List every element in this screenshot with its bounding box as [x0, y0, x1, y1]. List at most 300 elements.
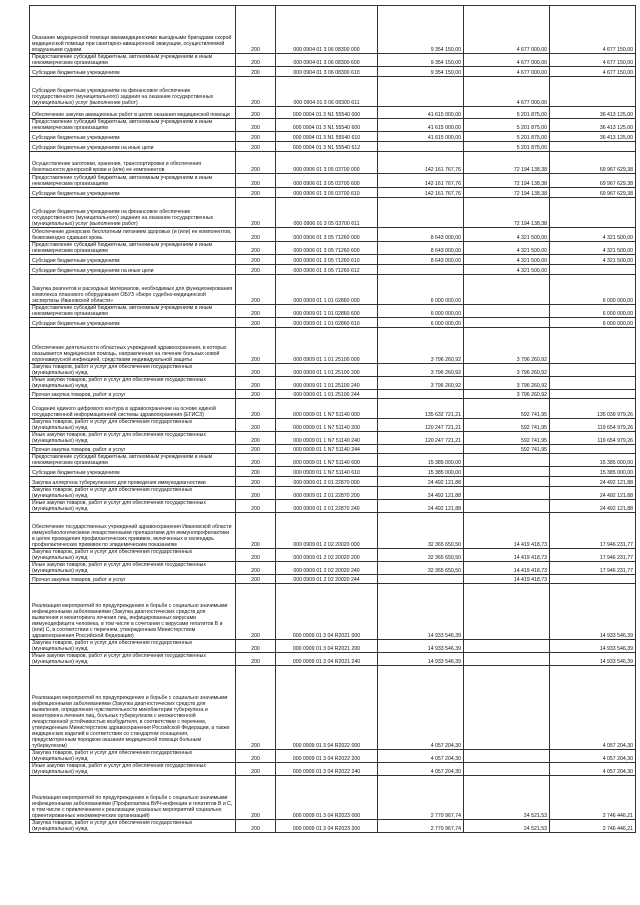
row-name-cell: Предоставление субсидий бюджетным, автономным учреждениям и иным некоммерческим организациям — [30, 454, 236, 467]
row-name-cell: Предоставление субсидий бюджетным, автономным учреждениям и иным некоммерческим организациям — [30, 242, 236, 255]
row-classification-code-cell: 000 0909 01 3 04 R2021 200 — [276, 640, 378, 653]
row-executed-amount-cell: 72 194 138,38 — [464, 174, 550, 188]
row-name-cell: Предоставление субсидий бюджетным, автономным учреждениям и иным некоммерческим организациям — [30, 119, 236, 132]
row-approved-amount-cell: 9 354 150,00 — [378, 67, 464, 77]
row-admin-code-cell: 200 — [236, 487, 276, 500]
row-approved-amount-cell: 41 615 000,00 — [378, 132, 464, 142]
row-admin-code-cell: 200 — [236, 77, 276, 107]
table-row — [30, 377, 636, 390]
row-classification-code-cell: 000 0909 01 1 N7 51140 600 — [276, 454, 378, 467]
row-classification-code-cell: 000 0909 01 2 02 20020 000 — [276, 513, 378, 549]
row-unexecuted-amount-cell — [550, 575, 636, 584]
row-executed-amount-cell — [464, 487, 550, 500]
table-body — [30, 6, 636, 833]
row-admin-code-cell: 200 — [236, 54, 276, 67]
row-classification-code-cell: 000 0906 01 3 05 71260 612 — [276, 265, 378, 275]
row-name-cell: Прочая закупка товаров, работ и услуг — [30, 390, 236, 399]
row-classification-code-cell: 000 0906 01 3 05 03700 610 — [276, 188, 378, 198]
row-approved-amount-cell: 6 000 000,00 — [378, 305, 464, 318]
row-admin-code-cell: 200 — [236, 445, 276, 454]
table-row — [30, 142, 636, 152]
row-unexecuted-amount-cell — [550, 265, 636, 275]
row-name-cell: Прочая закупка товаров, работ и услуг — [30, 575, 236, 584]
row-unexecuted-amount-cell: 14 933 546,39 — [550, 640, 636, 653]
row-admin-code-cell: 200 — [236, 119, 276, 132]
row-approved-amount-cell: 8 643 000,00 — [378, 255, 464, 265]
row-admin-code-cell: 200 — [236, 666, 276, 750]
row-approved-amount-cell: 41 615 000,00 — [378, 107, 464, 119]
row-unexecuted-amount-cell: 15 385 000,00 — [550, 454, 636, 467]
row-classification-code-cell: 000 0909 01 1 01 25100 000 — [276, 328, 378, 364]
row-unexecuted-amount-cell: 4 321 500,00 — [550, 228, 636, 242]
table-row — [30, 575, 636, 584]
row-name-cell: Иные закупки товаров, работ и услуг для обеспечения государственных (муниципальных) нужд — [30, 377, 236, 390]
row-classification-code-cell: 000 0906 01 3 05 03700 611 — [276, 198, 378, 228]
row-executed-amount-cell: 3 796 260,92 — [464, 328, 550, 364]
row-admin-code-cell: 200 — [236, 820, 276, 833]
row-classification-code-cell: 000 0909 01 1 01 02860 000 — [276, 275, 378, 305]
row-unexecuted-amount-cell: 4 057 204,30 — [550, 763, 636, 776]
row-executed-amount-cell: 4 321 500,00 — [464, 255, 550, 265]
row-executed-amount-cell — [464, 275, 550, 305]
row-name-cell: Закупка товаров, работ и услуг для обеспечения государственных (муниципальных) нужд — [30, 364, 236, 377]
row-approved-amount-cell: 142 161 767,76 — [378, 152, 464, 174]
row-executed-amount-cell: 4 321 500,00 — [464, 242, 550, 255]
row-executed-amount-cell: 72 194 138,38 — [464, 188, 550, 198]
row-classification-code-cell: 000 0909 01 1 01 02860 600 — [276, 305, 378, 318]
table-row — [30, 467, 636, 477]
row-classification-code-cell: 000 0909 01 2 01 22870 240 — [276, 500, 378, 513]
row-name-cell: Обеспечение деятельности областных учреждений здравоохранения, в которых оказывается медицинская помощь, направленная на лечение больных новой коронавирусной инфекцией, средствами индивидуальной защиты — [30, 328, 236, 364]
row-classification-code-cell: 000 0904 01 3 06 08300 000 — [276, 6, 378, 54]
row-unexecuted-amount-cell: 135 039 979,26 — [550, 399, 636, 419]
row-approved-amount-cell — [378, 445, 464, 454]
row-name-cell: Субсидии бюджетным учреждениям на иные цели — [30, 265, 236, 275]
row-approved-amount-cell: 3 796 260,92 — [378, 377, 464, 390]
row-executed-amount-cell: 3 796 260,92 — [464, 390, 550, 399]
row-approved-amount-cell: 6 000 000,00 — [378, 275, 464, 305]
row-approved-amount-cell — [378, 142, 464, 152]
row-approved-amount-cell: 120 247 721,21 — [378, 432, 464, 445]
row-admin-code-cell: 200 — [236, 198, 276, 228]
row-unexecuted-amount-cell: 4 677 150,00 — [550, 54, 636, 67]
row-executed-amount-cell — [464, 640, 550, 653]
row-admin-code-cell: 200 — [236, 562, 276, 575]
row-executed-amount-cell: 3 796 260,92 — [464, 364, 550, 377]
row-admin-code-cell: 200 — [236, 419, 276, 432]
table-row — [30, 174, 636, 188]
row-name-cell: Субсидии бюджетным учреждениям на финансовое обеспечение государственного (муниципального) задания на оказание государственных (муниципальных) услуг (выполнение работ) — [30, 198, 236, 228]
row-unexecuted-amount-cell: 24 492 121,88 — [550, 500, 636, 513]
row-approved-amount-cell: 6 000 000,00 — [378, 318, 464, 328]
row-approved-amount-cell: 4 057 204,30 — [378, 763, 464, 776]
row-classification-code-cell: 000 0909 01 1 N7 51140 200 — [276, 419, 378, 432]
table-row — [30, 399, 636, 419]
row-name-cell: Реализация мероприятий по предупреждению и борьбе с социально значимыми инфекционными заболеваниями (Профилактика ВИЧ-инфекции и гепатитов В и С, в том числе с привлечением к реализации указанных мероприятий социально ориентированных некоммерческих организаций) — [30, 776, 236, 820]
row-name-cell: Реализация мероприятий по предупреждению и борьбе с социально значимыми инфекционными заболеваниями (Закупка диагностических средств для выявления, определения чувствительности микобактерии туберкулеза и мониторинга лечения лиц, больных туберкулезом с множественной лекарственной устойчивостью возбудителя, в соответствии с перечнем, утвержденным Министерством здравоохранения Российской Федерации, а также медицинских изделий в соответствии со стандартом оснащения, предусмотренным порядком оказания медицинской помощи больным туберкулезом) — [30, 666, 236, 750]
row-executed-amount-cell: 14 419 418,73 — [464, 513, 550, 549]
row-executed-amount-cell — [464, 467, 550, 477]
row-unexecuted-amount-cell: 14 933 546,39 — [550, 584, 636, 640]
row-admin-code-cell: 200 — [236, 467, 276, 477]
row-admin-code-cell: 200 — [236, 188, 276, 198]
row-executed-amount-cell — [464, 454, 550, 467]
row-name-cell: Предоставление субсидий бюджетным, автономным учреждениям и иным некоммерческим организациям — [30, 174, 236, 188]
table-row — [30, 318, 636, 328]
row-executed-amount-cell — [464, 584, 550, 640]
row-name-cell: Закупка товаров, работ и услуг для обеспечения государственных (муниципальных) нужд — [30, 820, 236, 833]
row-admin-code-cell: 200 — [236, 454, 276, 467]
row-executed-amount-cell: 24 521,53 — [464, 820, 550, 833]
row-admin-code-cell: 200 — [236, 255, 276, 265]
row-executed-amount-cell: 592 741,95 — [464, 432, 550, 445]
table-row — [30, 119, 636, 132]
row-name-cell: Оказание медицинской помощи авиамедицинскими выездными бригадами скорой медицинской помощи при санитарно-авиационной эвакуации, осуществляемой воздушными судами — [30, 6, 236, 54]
row-admin-code-cell: 200 — [236, 377, 276, 390]
row-classification-code-cell: 000 0909 01 2 02 20020 240 — [276, 562, 378, 575]
budget-execution-table — [29, 5, 636, 833]
row-executed-amount-cell: 24 521,53 — [464, 776, 550, 820]
row-classification-code-cell: 000 0909 01 1 01 25100 244 — [276, 390, 378, 399]
row-approved-amount-cell: 24 492 121,88 — [378, 500, 464, 513]
row-approved-amount-cell: 24 492 121,88 — [378, 487, 464, 500]
row-executed-amount-cell — [464, 750, 550, 763]
row-admin-code-cell: 200 — [236, 318, 276, 328]
row-executed-amount-cell — [464, 318, 550, 328]
table-row — [30, 390, 636, 399]
row-approved-amount-cell: 32 365 650,50 — [378, 513, 464, 549]
row-executed-amount-cell — [464, 763, 550, 776]
row-approved-amount-cell: 14 933 546,39 — [378, 584, 464, 640]
table-row — [30, 666, 636, 750]
table-row — [30, 275, 636, 305]
row-admin-code-cell: 200 — [236, 328, 276, 364]
row-admin-code-cell: 200 — [236, 640, 276, 653]
row-approved-amount-cell: 2 770 967,74 — [378, 820, 464, 833]
row-approved-amount-cell: 24 492 121,88 — [378, 477, 464, 487]
table-row — [30, 107, 636, 119]
row-approved-amount-cell: 142 161 767,76 — [378, 174, 464, 188]
row-classification-code-cell: 000 0904 01 3 06 08300 610 — [276, 67, 378, 77]
row-name-cell: Субсидии бюджетным учреждениям на иные цели — [30, 142, 236, 152]
row-name-cell: Иные закупки товаров, работ и услуг для обеспечения государственных (муниципальных) нужд — [30, 562, 236, 575]
row-admin-code-cell: 200 — [236, 242, 276, 255]
row-executed-amount-cell: 5 201 875,00 — [464, 132, 550, 142]
row-admin-code-cell: 200 — [236, 477, 276, 487]
row-approved-amount-cell — [378, 265, 464, 275]
row-executed-amount-cell: 4 677 000,00 — [464, 77, 550, 107]
table-row — [30, 445, 636, 454]
row-classification-code-cell: 000 0909 01 3 04 R2022 000 — [276, 666, 378, 750]
table-row — [30, 132, 636, 142]
row-unexecuted-amount-cell: 119 654 979,26 — [550, 419, 636, 432]
row-classification-code-cell: 000 0906 01 3 05 03700 000 — [276, 152, 378, 174]
row-admin-code-cell: 200 — [236, 776, 276, 820]
row-classification-code-cell: 000 0909 01 3 04 R2022 200 — [276, 750, 378, 763]
row-admin-code-cell: 200 — [236, 750, 276, 763]
row-classification-code-cell: 000 0909 01 1 01 25100 200 — [276, 364, 378, 377]
row-name-cell: Субсидии бюджетным учреждениям — [30, 132, 236, 142]
row-executed-amount-cell — [464, 477, 550, 487]
row-approved-amount-cell: 32 365 650,50 — [378, 562, 464, 575]
table-row — [30, 265, 636, 275]
row-classification-code-cell: 000 0909 01 1 01 02860 610 — [276, 318, 378, 328]
row-name-cell: Субсидии бюджетным учреждениям на финансовое обеспечение государственного (муниципального) задания на оказание государственных (муниципальных) услуг (выполнение работ) — [30, 77, 236, 107]
row-unexecuted-amount-cell — [550, 390, 636, 399]
row-name-cell: Субсидии бюджетным учреждениям — [30, 188, 236, 198]
row-admin-code-cell: 200 — [236, 142, 276, 152]
row-approved-amount-cell — [378, 198, 464, 228]
row-name-cell: Закупка товаров, работ и услуг для обеспечения государственных (муниципальных) нужд — [30, 419, 236, 432]
row-name-cell: Прочая закупка товаров, работ и услуг — [30, 445, 236, 454]
row-approved-amount-cell — [378, 77, 464, 107]
row-name-cell: Иные закупки товаров, работ и услуг для обеспечения государственных (муниципальных) нужд — [30, 763, 236, 776]
table-row — [30, 500, 636, 513]
row-approved-amount-cell: 41 615 000,00 — [378, 119, 464, 132]
row-name-cell: Закупка аллергена туберкулезного для проведения иммунодиагностики — [30, 477, 236, 487]
row-admin-code-cell: 200 — [236, 174, 276, 188]
row-unexecuted-amount-cell: 36 413 125,00 — [550, 119, 636, 132]
row-executed-amount-cell: 592 741,95 — [464, 399, 550, 419]
row-name-cell: Закупка товаров, работ и услуг для обеспечения государственных (муниципальных) нужд — [30, 640, 236, 653]
table-row — [30, 228, 636, 242]
row-unexecuted-amount-cell: 2 746 446,21 — [550, 820, 636, 833]
table-row — [30, 188, 636, 198]
row-admin-code-cell: 200 — [236, 107, 276, 119]
table-row — [30, 67, 636, 77]
row-classification-code-cell: 000 0909 01 3 04 R2021 000 — [276, 584, 378, 640]
row-admin-code-cell: 200 — [236, 228, 276, 242]
row-executed-amount-cell: 72 194 138,38 — [464, 152, 550, 174]
row-name-cell: Субсидии бюджетным учреждениям — [30, 67, 236, 77]
table-row — [30, 305, 636, 318]
row-name-cell: Закупка товаров, работ и услуг для обеспечения государственных (муниципальных) нужд — [30, 549, 236, 562]
row-classification-code-cell: 000 0906 01 3 05 71260 600 — [276, 242, 378, 255]
row-executed-amount-cell — [464, 500, 550, 513]
row-unexecuted-amount-cell: 17 946 231,77 — [550, 549, 636, 562]
row-admin-code-cell: 200 — [236, 500, 276, 513]
table-row — [30, 562, 636, 575]
row-executed-amount-cell — [464, 653, 550, 666]
row-executed-amount-cell: 592 741,95 — [464, 445, 550, 454]
row-approved-amount-cell — [378, 390, 464, 399]
row-classification-code-cell: 000 0904 01 3 N1 55540 612 — [276, 142, 378, 152]
row-executed-amount-cell: 14 419 418,73 — [464, 575, 550, 584]
row-admin-code-cell: 200 — [236, 513, 276, 549]
row-executed-amount-cell: 4 677 000,00 — [464, 54, 550, 67]
row-approved-amount-cell — [378, 575, 464, 584]
row-unexecuted-amount-cell: 17 946 231,77 — [550, 513, 636, 549]
table-row — [30, 255, 636, 265]
row-classification-code-cell: 000 0904 01 3 06 08300 611 — [276, 77, 378, 107]
row-admin-code-cell: 200 — [236, 265, 276, 275]
table-row — [30, 198, 636, 228]
row-name-cell: Реализация мероприятий по предупреждению и борьбе с социально значимыми инфекционными заболеваниями (Закупка диагностических средств для выявления и мониторинга лечения лиц, инфицированных вирусами иммунодефицита человека, в том числе в сочетании с вирусами гепатитов В и (или) С, в соответствии с перечнем, утвержденным Министерством здравоохранения Российской Федерации) — [30, 584, 236, 640]
row-name-cell: Иные закупки товаров, работ и услуг для обеспечения государственных (муниципальных) нужд — [30, 500, 236, 513]
row-name-cell: Закупка товаров, работ и услуг для обеспечения государственных (муниципальных) нужд — [30, 750, 236, 763]
row-executed-amount-cell: 3 796 260,92 — [464, 377, 550, 390]
row-name-cell: Осуществление заготовки, хранения, транспортировки и обеспечения безопасности донорской крови и (или) ее компонентов — [30, 152, 236, 174]
row-unexecuted-amount-cell: 6 000 000,00 — [550, 318, 636, 328]
row-approved-amount-cell: 135 632 721,21 — [378, 399, 464, 419]
table-row — [30, 364, 636, 377]
row-classification-code-cell: 000 0906 01 3 05 71260 610 — [276, 255, 378, 265]
row-classification-code-cell: 000 0909 01 3 04 R2021 240 — [276, 653, 378, 666]
row-unexecuted-amount-cell: 69 967 629,38 — [550, 174, 636, 188]
row-unexecuted-amount-cell — [550, 142, 636, 152]
row-approved-amount-cell: 3 796 260,92 — [378, 364, 464, 377]
row-unexecuted-amount-cell: 2 746 446,21 — [550, 776, 636, 820]
table-row — [30, 328, 636, 364]
row-approved-amount-cell: 8 643 000,00 — [378, 228, 464, 242]
row-unexecuted-amount-cell: 4 321 500,00 — [550, 255, 636, 265]
row-classification-code-cell: 000 0909 01 2 02 20020 244 — [276, 575, 378, 584]
row-classification-code-cell: 000 0906 01 3 05 03700 600 — [276, 174, 378, 188]
row-classification-code-cell: 000 0904 01 3 06 08300 600 — [276, 54, 378, 67]
table-row — [30, 54, 636, 67]
row-approved-amount-cell: 14 933 546,39 — [378, 640, 464, 653]
row-admin-code-cell: 200 — [236, 763, 276, 776]
row-classification-code-cell: 000 0906 01 3 05 71260 000 — [276, 228, 378, 242]
row-executed-amount-cell: 4 321 500,00 — [464, 265, 550, 275]
row-unexecuted-amount-cell: 14 933 546,39 — [550, 653, 636, 666]
row-admin-code-cell: 200 — [236, 549, 276, 562]
row-name-cell: Иные закупки товаров, работ и услуг для обеспечения государственных (муниципальных) нужд — [30, 653, 236, 666]
row-name-cell: Субсидии бюджетным учреждениям — [30, 467, 236, 477]
table-row — [30, 477, 636, 487]
row-name-cell: Субсидии бюджетным учреждениям — [30, 255, 236, 265]
row-admin-code-cell: 200 — [236, 653, 276, 666]
table-row — [30, 653, 636, 666]
table-row — [30, 549, 636, 562]
row-classification-code-cell: 000 0909 01 3 04 R2023 200 — [276, 820, 378, 833]
row-name-cell: Предоставление субсидий бюджетным, автономным учреждениям и иным некоммерческим организациям — [30, 305, 236, 318]
row-admin-code-cell: 200 — [236, 67, 276, 77]
table-row — [30, 152, 636, 174]
row-unexecuted-amount-cell: 36 413 125,00 — [550, 132, 636, 142]
row-approved-amount-cell: 15 385 000,00 — [378, 467, 464, 477]
row-approved-amount-cell: 2 770 967,74 — [378, 776, 464, 820]
table-row — [30, 584, 636, 640]
table-row — [30, 763, 636, 776]
table-row — [30, 820, 636, 833]
row-approved-amount-cell: 9 354 150,00 — [378, 54, 464, 67]
row-unexecuted-amount-cell — [550, 77, 636, 107]
row-classification-code-cell: 000 0909 01 1 N7 51140 244 — [276, 445, 378, 454]
row-unexecuted-amount-cell: 4 677 150,00 — [550, 6, 636, 54]
row-name-cell: Обеспечение донорских бесплатным питанием здоровых (и (или) ее компонентов, безвозмездно сдавших кровь — [30, 228, 236, 242]
row-classification-code-cell: 000 0904 01 3 N1 55540 000 — [276, 107, 378, 119]
table-row — [30, 640, 636, 653]
row-approved-amount-cell: 9 354 150,00 — [378, 6, 464, 54]
row-executed-amount-cell: 4 321 500,00 — [464, 228, 550, 242]
row-name-cell: Обеспечение закупки авиационных работ в целях оказания медицинской помощи — [30, 107, 236, 119]
table-row — [30, 77, 636, 107]
row-admin-code-cell: 200 — [236, 305, 276, 318]
row-executed-amount-cell: 5 201 875,00 — [464, 119, 550, 132]
row-approved-amount-cell: 15 385 000,00 — [378, 454, 464, 467]
row-unexecuted-amount-cell: 4 321 500,00 — [550, 242, 636, 255]
row-classification-code-cell: 000 0909 01 3 04 R2022 240 — [276, 763, 378, 776]
table-row — [30, 454, 636, 467]
row-classification-code-cell: 000 0904 01 3 N1 55540 610 — [276, 132, 378, 142]
row-admin-code-cell: 200 — [236, 399, 276, 419]
row-admin-code-cell: 200 — [236, 584, 276, 640]
row-executed-amount-cell: 72 194 138,38 — [464, 198, 550, 228]
table-row — [30, 242, 636, 255]
row-unexecuted-amount-cell: 119 654 979,26 — [550, 432, 636, 445]
row-admin-code-cell: 200 — [236, 390, 276, 399]
row-classification-code-cell: 000 0909 01 1 N7 51140 000 — [276, 399, 378, 419]
row-name-cell: Закупка реагентов и расходных материалов, необходимых для функционирования комплекса планового оборудования ОБУЗ «Бюро судебно-медицинской экспертизы Ивановской области» — [30, 275, 236, 305]
row-executed-amount-cell: 5 201 875,00 — [464, 107, 550, 119]
row-approved-amount-cell: 120 247 721,21 — [378, 419, 464, 432]
row-executed-amount-cell — [464, 305, 550, 318]
row-unexecuted-amount-cell: 4 057 204,30 — [550, 666, 636, 750]
row-admin-code-cell: 200 — [236, 132, 276, 142]
row-unexecuted-amount-cell — [550, 364, 636, 377]
row-executed-amount-cell: 4 677 000,00 — [464, 67, 550, 77]
row-classification-code-cell: 000 0909 01 2 01 22870 000 — [276, 477, 378, 487]
row-admin-code-cell: 200 — [236, 152, 276, 174]
row-unexecuted-amount-cell: 24 492 121,88 — [550, 477, 636, 487]
row-unexecuted-amount-cell — [550, 377, 636, 390]
row-approved-amount-cell: 8 643 000,00 — [378, 242, 464, 255]
table-row — [30, 6, 636, 54]
row-name-cell: Предоставление субсидий бюджетным, автономным учреждениям и иным некоммерческим организациям — [30, 54, 236, 67]
row-admin-code-cell: 200 — [236, 432, 276, 445]
row-admin-code-cell: 200 — [236, 364, 276, 377]
row-unexecuted-amount-cell: 17 946 231,77 — [550, 562, 636, 575]
row-unexecuted-amount-cell: 6 000 000,00 — [550, 305, 636, 318]
row-executed-amount-cell: 14 419 418,73 — [464, 549, 550, 562]
row-classification-code-cell: 000 0909 01 2 01 22870 200 — [276, 487, 378, 500]
row-approved-amount-cell: 4 057 204,30 — [378, 666, 464, 750]
row-executed-amount-cell: 5 201 875,00 — [464, 142, 550, 152]
row-classification-code-cell: 000 0909 01 2 02 20020 200 — [276, 549, 378, 562]
row-classification-code-cell: 000 0909 01 1 N7 51140 610 — [276, 467, 378, 477]
row-admin-code-cell: 200 — [236, 575, 276, 584]
table-row — [30, 419, 636, 432]
row-name-cell: Создание единого цифрового контура в здравоохранении на основе единой государственной информационной системы здравоохранения (ЕГИСЗ) — [30, 399, 236, 419]
row-classification-code-cell: 000 0909 01 1 01 25100 240 — [276, 377, 378, 390]
table-row — [30, 750, 636, 763]
row-classification-code-cell: 000 0909 01 3 04 R2023 000 — [276, 776, 378, 820]
row-name-cell: Закупка товаров, работ и услуг для обеспечения государственных (муниципальных) нужд — [30, 487, 236, 500]
row-name-cell: Обеспечение государственных учреждений здравоохранения Ивановской области иммунобиологическими лекарственными препаратами для иммунопрофилактики в целях проведения профилактических прививок, включенных в календарь профилактических прививок по эпидемическим показаниям — [30, 513, 236, 549]
row-approved-amount-cell: 4 057 204,30 — [378, 750, 464, 763]
row-admin-code-cell: 200 — [236, 6, 276, 54]
row-unexecuted-amount-cell — [550, 445, 636, 454]
row-approved-amount-cell: 3 796 260,92 — [378, 328, 464, 364]
row-name-cell: Субсидии бюджетным учреждениям — [30, 318, 236, 328]
row-unexecuted-amount-cell: 24 492 121,88 — [550, 487, 636, 500]
row-approved-amount-cell: 142 161 767,76 — [378, 188, 464, 198]
table-row — [30, 432, 636, 445]
row-executed-amount-cell: 14 419 418,73 — [464, 562, 550, 575]
table-row — [30, 776, 636, 820]
row-unexecuted-amount-cell: 36 413 125,00 — [550, 107, 636, 119]
row-unexecuted-amount-cell: 6 000 000,00 — [550, 275, 636, 305]
row-approved-amount-cell: 32 365 650,50 — [378, 549, 464, 562]
row-name-cell: Иные закупки товаров, работ и услуг для обеспечения государственных (муниципальных) нужд — [30, 432, 236, 445]
row-executed-amount-cell: 592 741,95 — [464, 419, 550, 432]
row-executed-amount-cell — [464, 666, 550, 750]
row-unexecuted-amount-cell: 69 967 629,38 — [550, 188, 636, 198]
row-approved-amount-cell: 14 933 546,39 — [378, 653, 464, 666]
row-classification-code-cell: 000 0909 01 1 N7 51140 240 — [276, 432, 378, 445]
row-unexecuted-amount-cell: 4 677 150,00 — [550, 67, 636, 77]
